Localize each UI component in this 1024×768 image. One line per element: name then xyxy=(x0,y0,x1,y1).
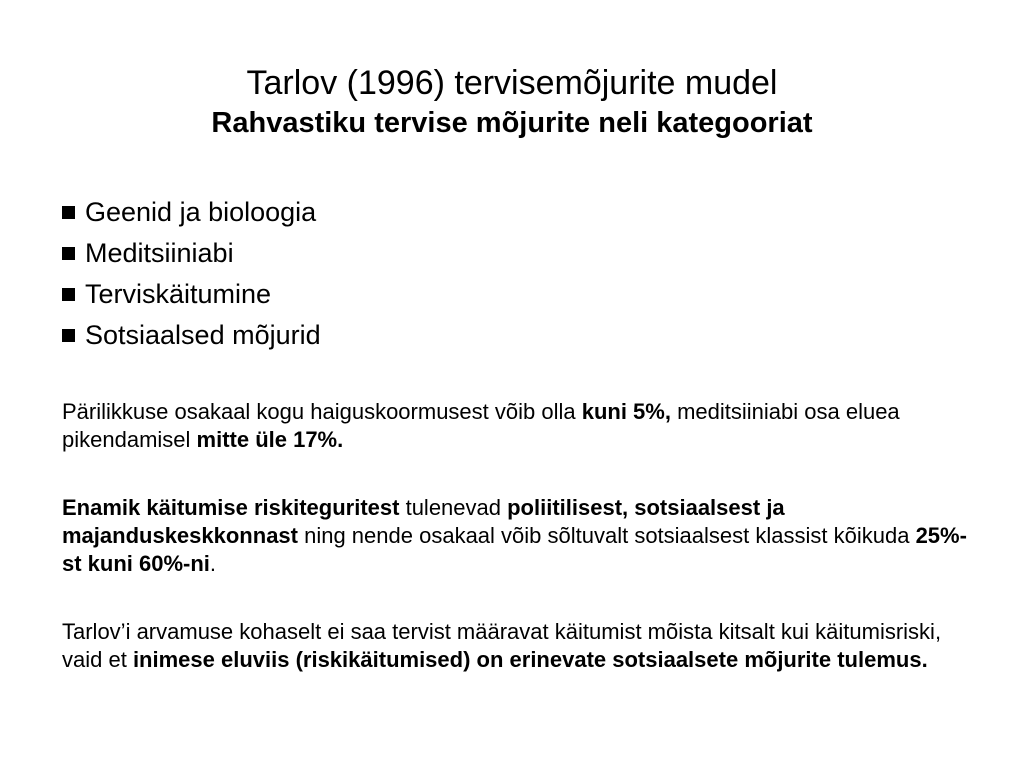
paragraph-emphasis: poliitilisest, sotsiaalsest ja majanduskeskkonnast xyxy=(62,495,785,548)
paragraph-text: meditsiiniabi osa eluea pikendamisel xyxy=(62,399,900,452)
paragraph-text: Tarlov’i arvamuse kohaselt ei saa tervist määravat käitumist mõista kitsalt kui käitumisriski, vaid et xyxy=(62,619,942,672)
paragraph-emphasis: 25%-st kuni 60%-ni xyxy=(62,523,967,576)
square-bullet-icon xyxy=(62,247,75,260)
list-item-label: Sotsiaalsed mõjurid xyxy=(85,320,321,350)
category-list xyxy=(60,192,321,356)
paragraph-emphasis: kuni 5%, xyxy=(581,399,671,424)
tarlov-opinion-paragraph xyxy=(62,618,972,674)
paragraph-text: Pärilikkuse osakaal kogu haiguskoormusest võib olla xyxy=(62,399,582,424)
paragraph-text: tulenevad xyxy=(399,495,508,520)
list-item xyxy=(60,274,321,315)
list-item-label: Geenid ja bioloogia xyxy=(85,197,317,227)
square-bullet-icon xyxy=(62,288,75,301)
list-item xyxy=(60,315,321,356)
square-bullet-icon xyxy=(62,206,75,219)
list-item xyxy=(60,192,321,233)
slide-title: Tarlov (1996) tervisemõjurite mudel xyxy=(246,64,778,102)
square-bullet-icon xyxy=(62,329,75,342)
list-item-label: Meditsiiniabi xyxy=(85,238,234,268)
list-item-label: Terviskäitumine xyxy=(85,279,272,309)
list-item xyxy=(60,233,321,274)
paragraph-text: ning nende osakaal võib sõltuvalt sotsiaalsest klassist kõikuda xyxy=(297,523,916,548)
slide-subtitle: Rahvastiku tervise mõjurite neli kategooriat xyxy=(211,107,813,139)
heredity-paragraph xyxy=(62,398,972,454)
title-block xyxy=(0,62,1024,142)
risk-factors-paragraph xyxy=(62,494,972,578)
paragraph-emphasis: inimese eluviis (riskikäitumised) on erinevate sotsiaalsete mõjurite tulemus. xyxy=(132,647,928,672)
paragraph-emphasis: Enamik käitumise riskiteguritest xyxy=(62,495,400,520)
paragraph-emphasis: mitte üle 17%. xyxy=(196,427,344,452)
paragraph-text: . xyxy=(209,551,217,576)
